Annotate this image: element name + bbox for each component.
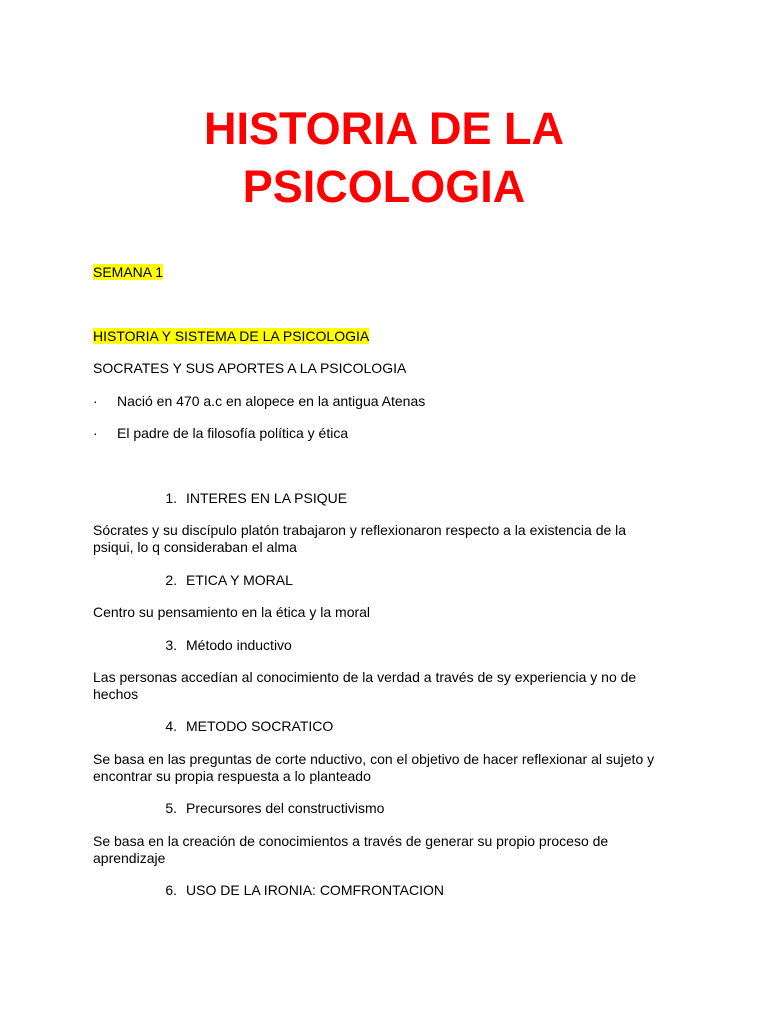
bullet-item bbox=[93, 393, 425, 410]
item-heading: USO DE LA IRONIA: COMFRONTACION bbox=[186, 882, 444, 898]
item-heading: Precursores del constructivismo bbox=[186, 800, 385, 816]
bullet-item bbox=[93, 425, 348, 442]
numbered-heading bbox=[155, 637, 292, 654]
week-label-text: SEMANA 1 bbox=[93, 264, 164, 280]
numbered-heading bbox=[155, 800, 384, 817]
item-body-line: hechos bbox=[93, 686, 139, 702]
item-heading: Método inductivo bbox=[186, 637, 292, 653]
item-number: 3. bbox=[165, 637, 177, 653]
numbered-heading bbox=[155, 572, 293, 589]
item-number: 4. bbox=[165, 718, 177, 734]
bullet-marker: · bbox=[93, 393, 98, 409]
week-label bbox=[93, 264, 163, 281]
numbered-heading bbox=[155, 882, 444, 899]
subheading: SOCRATES Y SUS APORTES A LA PSICOLOGIA bbox=[93, 360, 407, 376]
bullet-text: Nació en 470 a.c en alopece en la antigua Atenas bbox=[117, 393, 426, 409]
item-heading: INTERES EN LA PSIQUE bbox=[186, 490, 348, 506]
bullet-marker: · bbox=[93, 425, 98, 441]
title-line-1: HISTORIA DE LA bbox=[203, 103, 565, 154]
item-body-line: Se basa en la creación de conocimientos a través de generar su propio proceso de bbox=[93, 833, 609, 849]
document-title bbox=[0, 100, 768, 216]
item-number: 1. bbox=[165, 490, 177, 506]
title-line-2: PSICOLOGIA bbox=[242, 161, 526, 212]
item-body-line: aprendizaje bbox=[93, 850, 166, 866]
item-body-line: Sócrates y su discípulo platón trabajaron y reflexionaron respecto a la existencia de la bbox=[93, 522, 627, 538]
item-heading: METODO SOCRATICO bbox=[186, 718, 334, 734]
section-heading bbox=[93, 328, 369, 345]
numbered-heading bbox=[155, 718, 333, 735]
item-heading: ETICA Y MORAL bbox=[186, 572, 293, 588]
item-body-line: Centro su pensamiento en la ética y la moral bbox=[93, 604, 371, 620]
numbered-heading bbox=[155, 490, 347, 507]
item-number: 6. bbox=[165, 882, 177, 898]
item-body-line: psiqui, lo q consideraban el alma bbox=[93, 539, 297, 555]
item-body-line: Las personas accedían al conocimiento de la verdad a través de sy experiencia y no de bbox=[93, 669, 637, 685]
bullet-text: El padre de la filosofía política y ética bbox=[117, 425, 349, 441]
item-body-line: encontrar su propia respuesta a lo planteado bbox=[93, 768, 371, 784]
section-heading-text: HISTORIA Y SISTEMA DE LA PSICOLOGIA bbox=[93, 328, 370, 344]
item-number: 2. bbox=[165, 572, 177, 588]
item-number: 5. bbox=[165, 800, 177, 816]
item-body-line: Se basa en las preguntas de corte nductivo, con el objetivo de hacer reflexionar al sujeto y bbox=[93, 751, 655, 767]
